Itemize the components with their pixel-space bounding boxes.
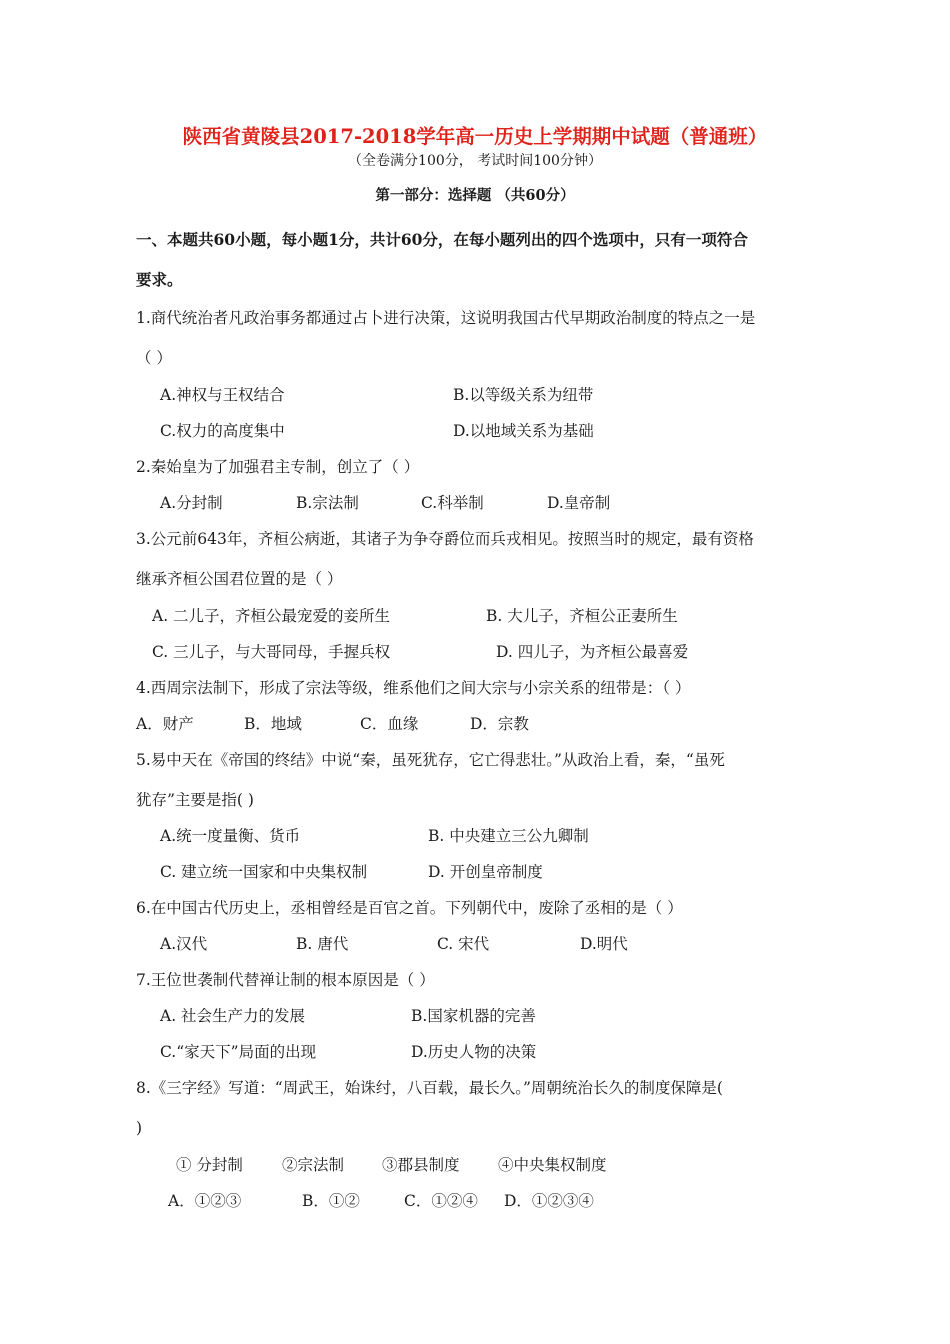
question-6-option-c: C. 宋代 (437, 935, 490, 953)
question-7-option-b: B.国家机器的完善 (411, 1007, 536, 1025)
question-2-option-a: A.分封制 (160, 494, 223, 512)
question-4-stem: 4.西周宗法制下，形成了宗法等级，维系他们之间大宗与小宗关系的纽带是：（ ） (136, 679, 691, 697)
question-2-option-b: B.宗法制 (296, 494, 359, 512)
question-3-option-c: C. 三儿子，与大哥同母，手握兵权 (152, 643, 391, 661)
question-7-option-c: C.“家天下”局面的出现 (160, 1043, 317, 1061)
question-5-stem: 5.易中天在《帝国的终结》中说“秦，虽死犹存，它亡得悲壮。”从政治上看，秦，“虽死 (136, 751, 725, 769)
question-4-option-d: D．宗教 (470, 715, 529, 733)
question-8-option-a: A．①②③ (168, 1192, 242, 1210)
question-8-item-4: ④中央集权制度 (498, 1156, 607, 1174)
question-4-option-c: C．血缘 (360, 715, 419, 733)
question-6-option-d: D.明代 (580, 935, 628, 953)
question-8-stem-cont: ) (136, 1119, 143, 1137)
question-8-option-c: C．①②④ (404, 1192, 478, 1210)
question-4-option-b: B．地域 (244, 715, 302, 733)
question-1-stem: 1.商代统治者凡政治事务都通过占卜进行决策，这说明我国古代早期政治制度的特点之一是 (136, 309, 756, 327)
question-1-stem-cont: （ ） (136, 349, 172, 367)
question-6-stem: 6.在中国古代历史上，丞相曾经是百官之首。下列朝代中，废除了丞相的是（ ） (136, 899, 683, 917)
question-1-option-b: B.以等级关系为纽带 (453, 386, 594, 404)
question-5-option-b: B. 中央建立三公九卿制 (428, 827, 589, 845)
question-5-option-d: D. 开创皇帝制度 (428, 863, 543, 881)
question-8-item-3: ③郡县制度 (382, 1156, 460, 1174)
instructions-line-2: 要求。 (136, 270, 183, 289)
part-heading: 第一部分：选择题 （共60分） (375, 187, 575, 204)
question-8-option-d: D．①②③④ (504, 1192, 594, 1210)
question-5-stem-cont: 犹存”主要是指( ) (136, 791, 254, 809)
question-8-item-2: ②宗法制 (282, 1156, 345, 1174)
instructions-line-1: 一、本题共60小题，每小题1分，共计60分，在每小题列出的四个选项中，只有一项符合 (136, 230, 748, 249)
question-8-item-1: ① 分封制 (176, 1156, 243, 1174)
question-1-option-d: D.以地域关系为基础 (453, 422, 594, 440)
question-3-stem: 3.公元前643年，齐桓公病逝，其诸子为争夺爵位而兵戎相见。按照当时的规定，最有资格 (136, 530, 754, 548)
question-5-option-a: A.统一度量衡、货币 (160, 827, 301, 845)
exam-subtitle: （全卷满分100分， 考试时间100分钟） (348, 153, 602, 169)
question-3-option-a: A. 二儿子，齐桓公最宠爱的妾所生 (152, 607, 391, 625)
question-1-option-a: A.神权与王权结合 (160, 386, 285, 404)
question-6-option-b: B. 唐代 (296, 935, 349, 953)
question-7-option-d: D.历史人物的决策 (411, 1043, 537, 1061)
question-3-option-b: B. 大儿子，齐桓公正妻所生 (486, 607, 678, 625)
question-3-stem-cont: 继承齐桓公国君位置的是（ ） (136, 570, 343, 588)
question-7-option-a: A. 社会生产力的发展 (160, 1007, 306, 1025)
question-2-option-c: C.科举制 (421, 494, 484, 512)
question-5-option-c: C. 建立统一国家和中央集权制 (160, 863, 368, 881)
question-2-option-d: D.皇帝制 (547, 494, 611, 512)
question-3-option-d: D. 四儿子，为齐桓公最喜爱 (496, 643, 689, 661)
question-6-option-a: A.汉代 (160, 935, 208, 953)
question-1-option-c: C.权力的高度集中 (160, 422, 285, 440)
question-8-stem: 8.《三字经》写道：“周武王，始诛纣，八百载，最长久。”周朝统治长久的制度保障是( (136, 1079, 723, 1097)
question-2-stem: 2.秦始皇为了加强君主专制，创立了（ ） (136, 458, 420, 476)
question-8-option-b: B．①② (302, 1192, 360, 1210)
question-7-stem: 7.王位世袭制代替禅让制的根本原因是（ ） (136, 971, 435, 989)
question-4-option-a: A．财产 (136, 715, 194, 733)
exam-title: 陕西省黄陵县2017-2018学年高一历史上学期期中试题（普通班） (182, 125, 768, 148)
